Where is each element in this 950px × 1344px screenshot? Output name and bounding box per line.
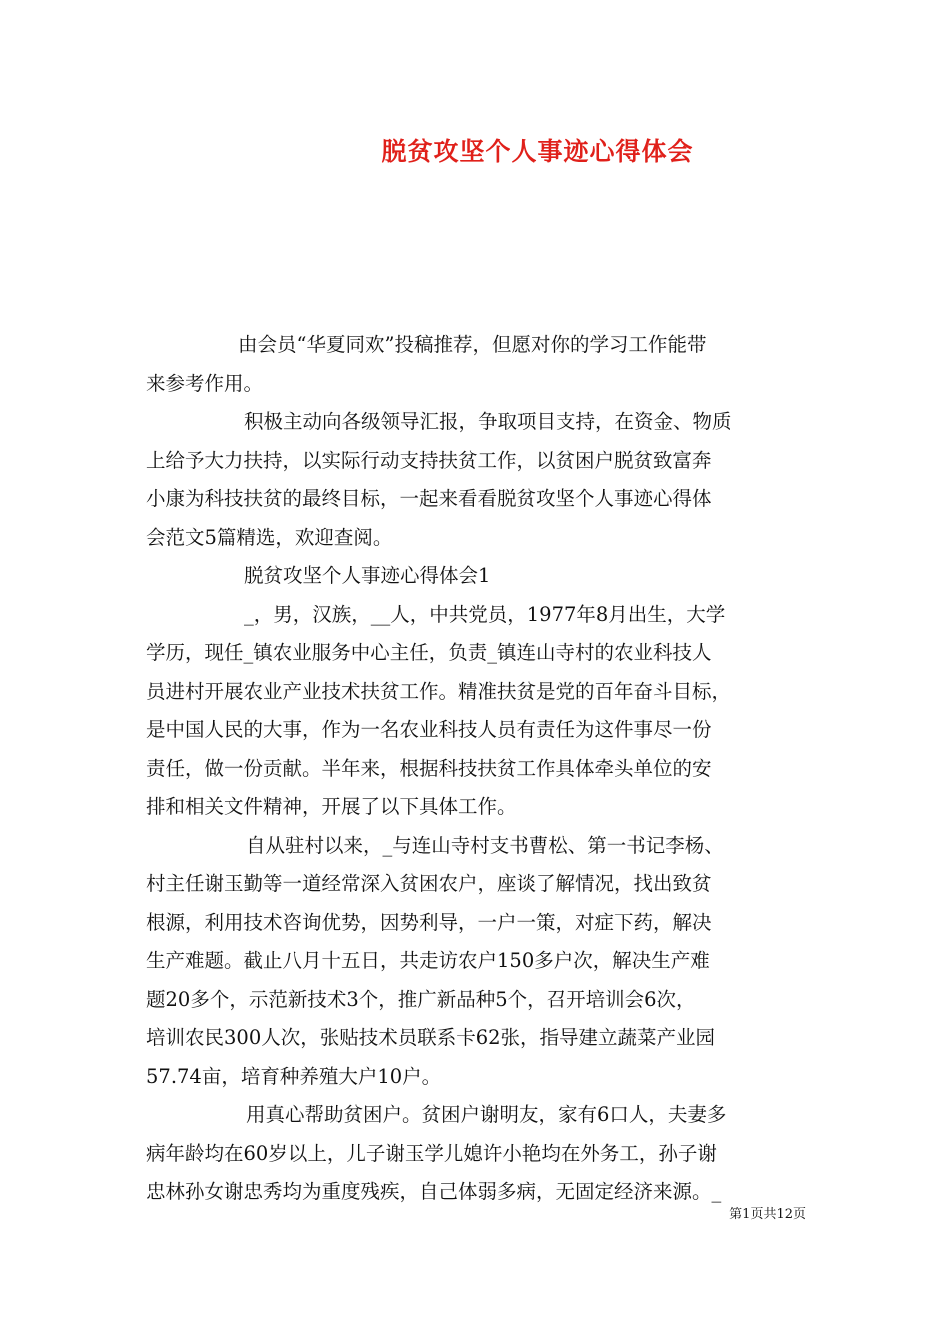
text-line: 自从驻村以来，_与连山寺村支书曹松、第一书记李杨、	[246, 833, 724, 857]
text-line: 排和相关文件精神，开展了以下具体工作。	[146, 795, 517, 818]
text-line: 积极主动向各级领导汇报，争取项目支持，在资金、物质	[244, 410, 732, 433]
text-line: 培训农民300人次，张贴技术员联系卡62张，指导建立蔬菜产业园	[146, 1026, 716, 1049]
text-line: 责任，做一份贡献。半年来，根据科技扶贫工作具体牵头单位的安	[146, 756, 712, 780]
text-line: 上给予大力扶持，以实际行动支持扶贫工作，以贫困户脱贫致富奔	[146, 448, 712, 472]
text-line: 村主任谢玉勤等一道经常深入贫困农户，座谈了解情况，找出致贫	[146, 872, 712, 895]
text-line: 题20多个，示范新技术3个，推广新品种5个，召开培训会6次，	[146, 987, 696, 1011]
text-line: 生产难题。截止八月十五日，共走访农户150多户次，解决生产难	[146, 949, 710, 972]
document-title: 脱贫攻坚个人事迹心得体会	[381, 137, 694, 166]
text-line: 病年龄均在60岁以上，儿子谢玉学儿媳许小艳均在外务工，孙子谢	[146, 1141, 717, 1165]
text-line: 来参考作用。	[146, 371, 264, 395]
text-line: 忠林孙女谢忠秀均为重度残疾，自己体弱多病，无固定经济来源。_	[146, 1180, 722, 1203]
text-line: 员进村开展农业产业技术扶贫工作。精准扶贫是党的百年奋斗目标，	[146, 679, 732, 703]
text-line: 是中国人民的大事，作为一名农业科技人员有责任为这件事尽一份	[146, 718, 712, 741]
page-footer: 第1页共12页	[729, 1207, 806, 1222]
text-line: 学历，现任_镇农业服务中心主任，负责_镇连山寺村的农业科技人	[146, 641, 712, 664]
text-line: 脱贫攻坚个人事迹心得体会1	[244, 564, 491, 587]
text-line: 用真心帮助贫困户。贫困户谢明友，家有6口人，夫妻多	[246, 1103, 727, 1126]
text-line: 57.74亩，培育种养殖大户10户。	[146, 1064, 442, 1088]
text-line: _，男，汉族，__人，中共党员，1977年8月出生，大学	[244, 602, 726, 626]
text-line: 会范文5篇精选，欢迎查阅。	[146, 525, 393, 549]
document-body	[146, 326, 826, 1212]
text-line: 由会员“华夏同欢”投稿推荐，但愿对你的学习工作能带	[238, 333, 707, 356]
text-line: 小康为科技扶贫的最终目标，一起来看看脱贫攻坚个人事迹心得体	[146, 487, 712, 510]
text-line: 根源，利用技术咨询优势，因势利导，一户一策，对症下药，解决	[146, 910, 712, 934]
